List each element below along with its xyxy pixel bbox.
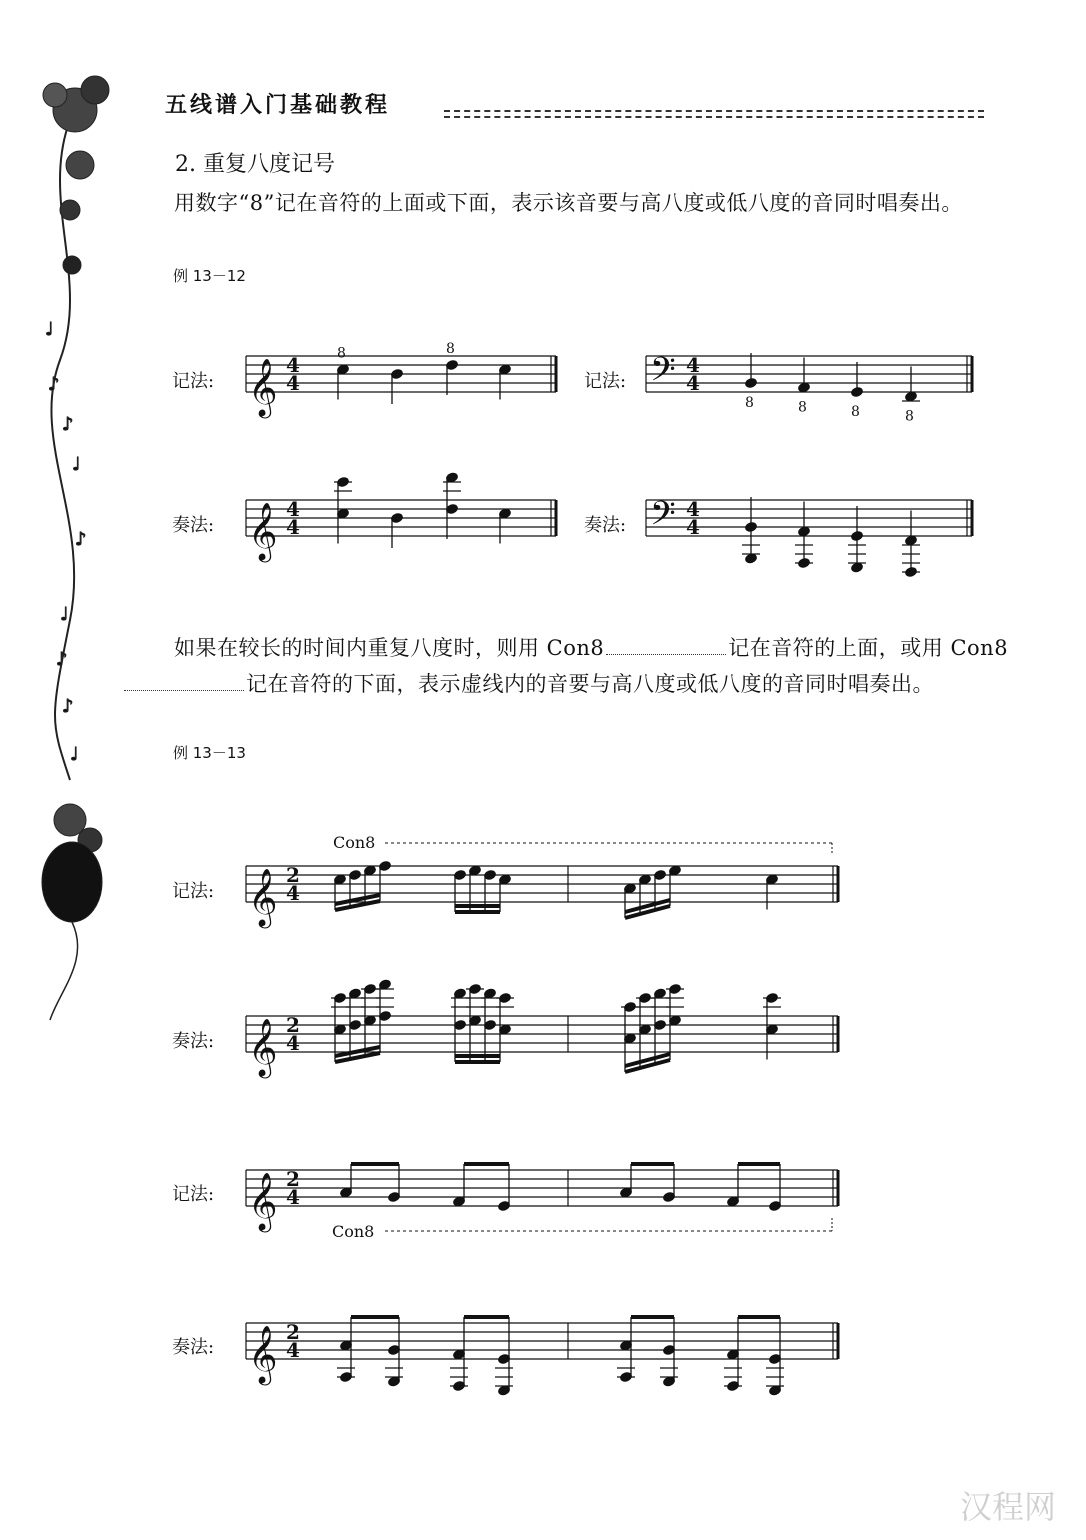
time-signature-bottom: 4 (286, 1031, 300, 1055)
time-signature-top: 2 (286, 1167, 300, 1191)
con8-label: Con8 (332, 1222, 375, 1241)
performance-label: 奏法: (172, 515, 215, 536)
performance-label: 奏法: (584, 515, 627, 536)
bass-clef-icon: 𝄢 (650, 495, 676, 541)
treble-clef-icon: 𝄞 (248, 358, 278, 416)
paragraph-octave-mark: 用数字“8”记在音符的上面或下面，表示该音要与高八度或低八度的音同时唱奏出。 (174, 191, 963, 215)
con8-label: Con8 (333, 833, 376, 852)
notation-label: 记法: (172, 371, 215, 392)
watermark-logo: 汉程网 (959, 1488, 1056, 1526)
octave-8-mark: 8 (905, 408, 914, 425)
time-signature-top: 2 (286, 1013, 300, 1037)
octave-8-mark: 8 (337, 345, 346, 362)
time-signature-top: 4 (286, 497, 300, 521)
treble-clef-icon: 𝄞 (248, 1325, 278, 1383)
section-title: 2. 重复八度记号 (175, 152, 335, 177)
time-signature-bottom: 4 (286, 371, 300, 395)
octave-8-mark: 8 (798, 399, 807, 416)
svg-text:♪: ♪ (48, 374, 60, 395)
time-signature-top: 2 (286, 1320, 300, 1344)
time-signature-top: 2 (286, 863, 300, 887)
paragraph-con8-part-b: 记在音符的上面，或用 Con8 (728, 636, 1009, 660)
bass-clef-icon: 𝄢 (650, 351, 676, 397)
notation-label: 记法: (172, 1184, 215, 1205)
treble-clef-icon: 𝄞 (248, 1172, 278, 1230)
treble-clef-icon: 𝄞 (248, 1018, 278, 1076)
notation-label: 记法: (172, 881, 215, 902)
svg-text:♪: ♪ (75, 529, 87, 550)
svg-text:♩: ♩ (45, 319, 54, 340)
time-signature-top: 4 (686, 353, 700, 377)
page-header-title: 五线谱入门基础教程 (165, 93, 391, 118)
time-signature-bottom: 4 (686, 515, 700, 539)
paragraph-con8-part-a: 如果在较长的时间内重复八度时，则用 Con8 (174, 636, 605, 660)
treble-clef-icon: 𝄞 (248, 502, 278, 560)
time-signature-bottom: 4 (686, 371, 700, 395)
time-signature-top: 4 (686, 497, 700, 521)
performance-label: 奏法: (172, 1031, 215, 1052)
time-signature-bottom: 4 (286, 1338, 300, 1362)
example-label: 例 13－12 (173, 267, 246, 285)
performance-label: 奏法: (172, 1337, 215, 1358)
treble-clef-icon: 𝄞 (248, 868, 278, 926)
time-signature-bottom: 4 (286, 1185, 300, 1209)
notation-label: 记法: (584, 371, 627, 392)
svg-text:♪: ♪ (56, 649, 68, 670)
svg-text:♩: ♩ (72, 454, 81, 475)
octave-8-mark: 8 (446, 341, 455, 357)
svg-text:♩: ♩ (60, 604, 69, 625)
paragraph-con8-part-c: 记在音符的下面，表示虚线内的音要与高八度或低八度的音同时唱奏出。 (246, 672, 934, 696)
svg-text:♪: ♪ (62, 696, 74, 717)
time-signature-top: 4 (286, 353, 300, 377)
svg-text:♩: ♩ (70, 744, 79, 765)
time-signature-bottom: 4 (286, 881, 300, 905)
time-signature-bottom: 4 (286, 515, 300, 539)
svg-text:♪: ♪ (62, 414, 74, 435)
octave-8-mark: 8 (851, 404, 860, 420)
example-label: 例 13－13 (173, 744, 246, 762)
octave-8-mark: 8 (745, 395, 754, 411)
